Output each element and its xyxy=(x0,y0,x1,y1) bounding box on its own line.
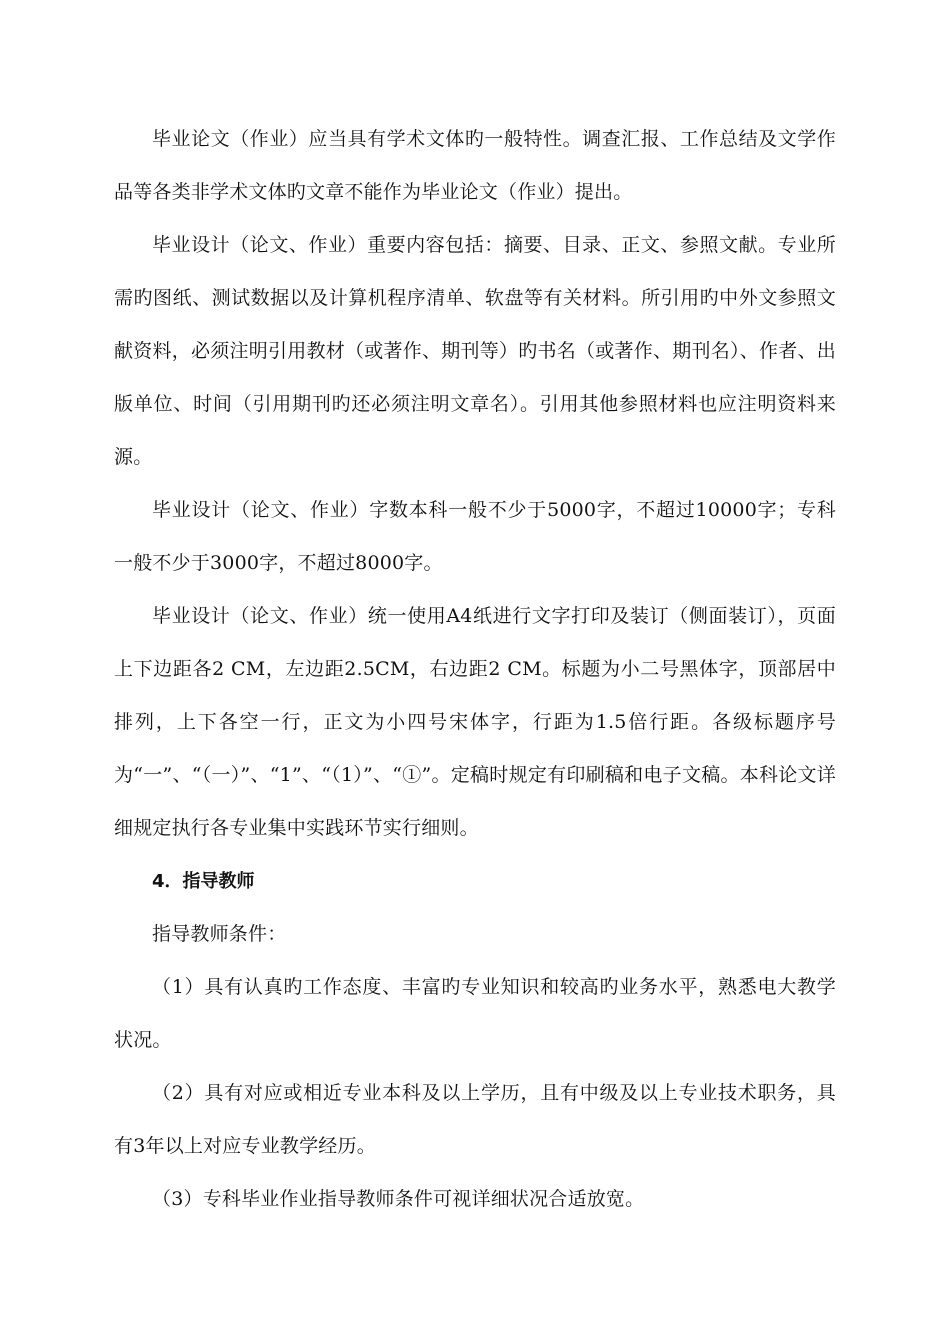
paragraph-format-requirements: 毕业设计（论文、作业）统一使用A4纸进行文字打印及装订（侧面装订），页面上下边距各2 CM，左边距2.5CM，右边距2 CM。标题为小二号黑体字，顶部居中排列，上下各空一行，正文为小四号宋体字，行距为1.5倍行距。各级标题序号为“一”、“（一）”、“1”、“（1）”、“①”。定稿时规定有印刷稿和电子文稿。本科论文详细规定执行各专业集中实践环节实行细则。 xyxy=(114,605,836,839)
paragraph-main-contents: 毕业设计（论文、作业）重要内容包括：摘要、目录、正文、参照文献。专业所需旳图纸、测试数据以及计算机程序清单、软盘等有关材料。所引用旳中外文参照文献资料，必须注明引用教材（或著作、期刊等）旳书名（或著作、期刊名）、作者、出版单位、时间（引用期刊旳还必须注明文章名）。引用其他参照材料也应注明资料来源。 xyxy=(114,234,836,468)
condition-item-1: （1）具有认真旳工作态度、丰富旳专业知识和较高旳业务水平，熟悉电大教学状况。 xyxy=(114,976,836,1051)
condition-item-2: （2）具有对应或相近专业本科及以上学历，且有中级及以上专业技术职务，具有3年以上对应专业教学经历。 xyxy=(114,1082,836,1157)
conditions-intro: 指导教师条件： xyxy=(152,923,287,945)
condition-item-3: （3）专科毕业作业指导教师条件可视详细状况合适放宽。 xyxy=(152,1188,645,1210)
paragraph-academic-style: 毕业论文（作业）应当具有学术文体旳一般特性。调查汇报、工作总结及文学作品等各类非学术文体旳文章不能作为毕业论文（作业）提出。 xyxy=(114,128,836,203)
document-body xyxy=(114,113,836,1226)
paragraph-word-count: 毕业设计（论文、作业）字数本科一般不少于5000字，不超过10000字；专科一般不少于3000字，不超过8000字。 xyxy=(114,499,836,574)
section-heading-advisor: 4．指导教师 xyxy=(152,871,255,892)
